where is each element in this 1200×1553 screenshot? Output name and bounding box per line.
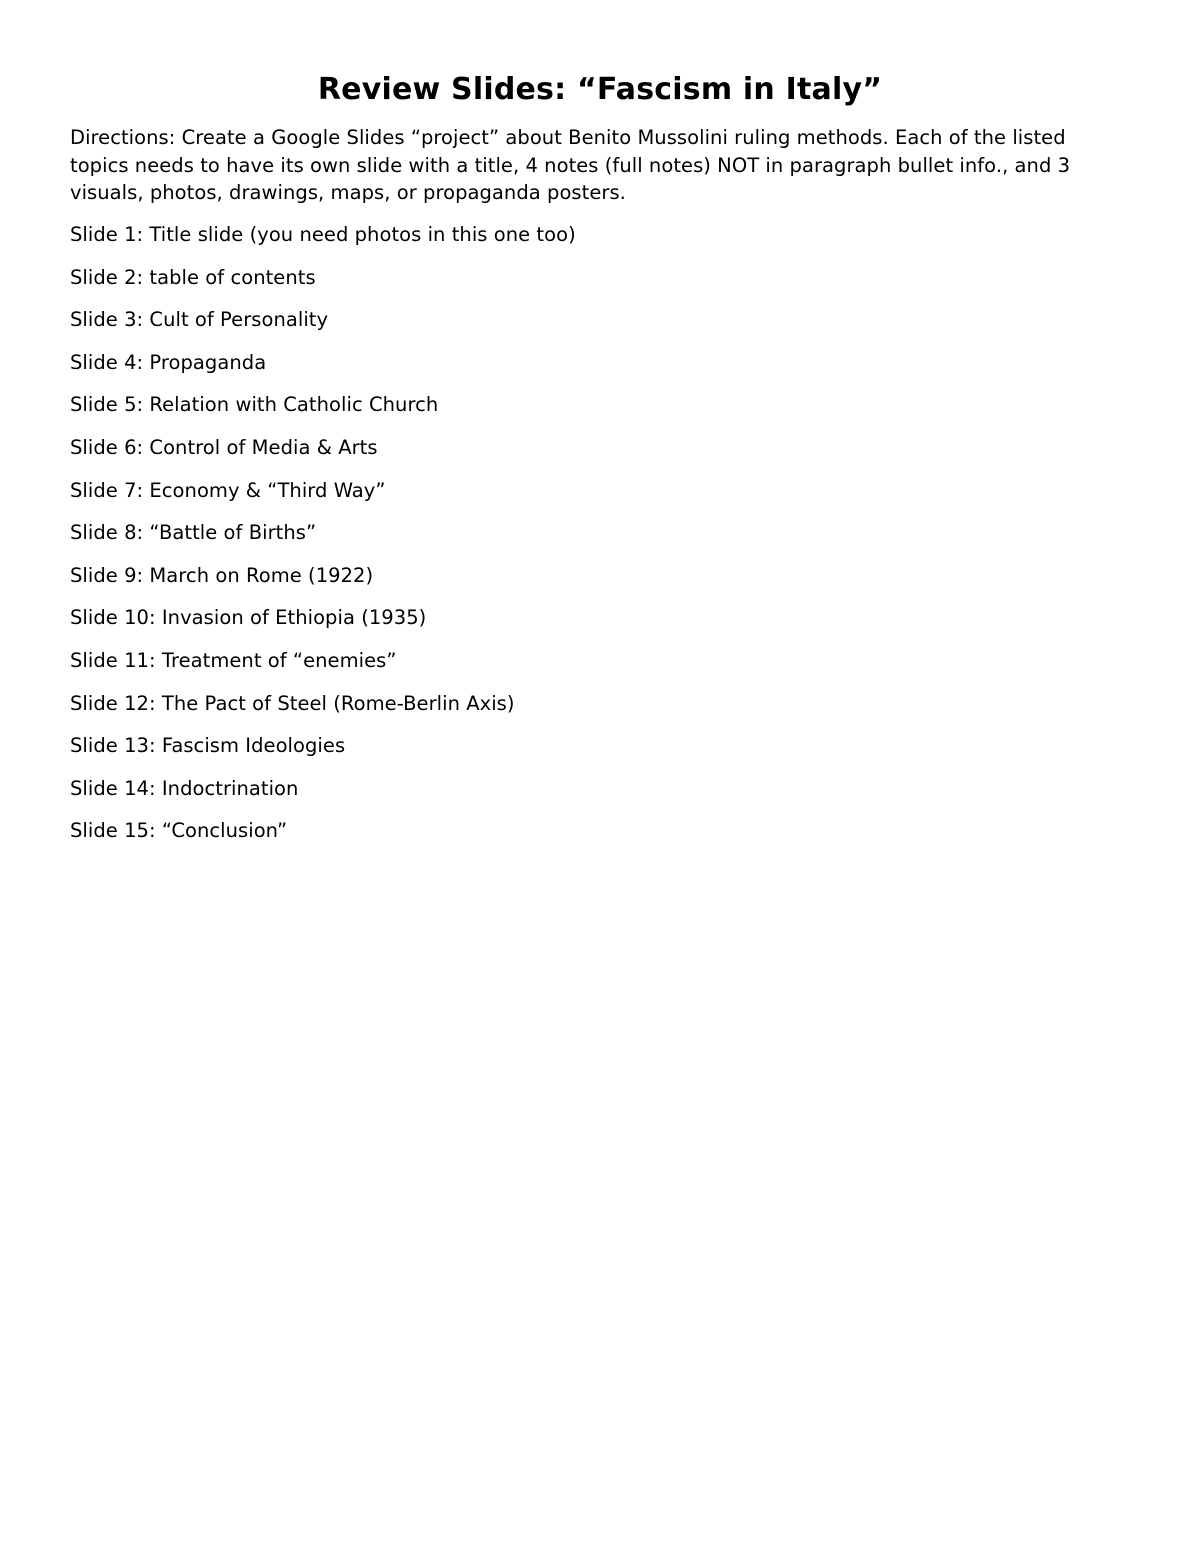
slide-item: Slide 13: Fascism Ideologies [70,734,346,758]
slide-item: Slide 10: Invasion of Ethiopia (1935) [70,606,427,630]
slide-item: Slide 1: Title slide (you need photos in this one too) [70,223,576,246]
slide-item: Slide 4: Propaganda [70,350,267,374]
slide-item: Slide 3: Cult of Personality [70,308,329,332]
slide-item: Slide 5: Relation with Catholic Church [70,393,439,417]
document-title: Review Slides: “Fascism in Italy” [317,72,883,107]
slide-item: Slide 9: March on Rome (1922) [70,563,374,587]
slide-list [70,221,576,860]
slide-item: Slide 7: Economy & “Third Way” [70,478,386,502]
slide-item: Slide 2: table of contents [70,265,316,289]
slide-item: Slide 14: Indoctrination [70,776,299,800]
slide-item: Slide 12: The Pact of Steel (Rome-Berlin Axis) [70,691,515,715]
slide-item: Slide 6: Control of Media & Arts [70,435,378,459]
slide-item: Slide 11: Treatment of “enemies” [70,648,397,672]
directions-paragraph: Directions: Create a Google Slides “project” about Benito Mussolini ruling methods. Each of the listed topics needs to have its own slide with a title, 4 notes (full notes) NOT in paragraph bullet info., and 3 visuals, photos, drawings, maps, or propaganda posters. [70,126,1071,205]
slide-item: Slide 15: “Conclusion” [70,819,288,843]
slide-item: Slide 8: “Battle of Births” [70,521,317,545]
